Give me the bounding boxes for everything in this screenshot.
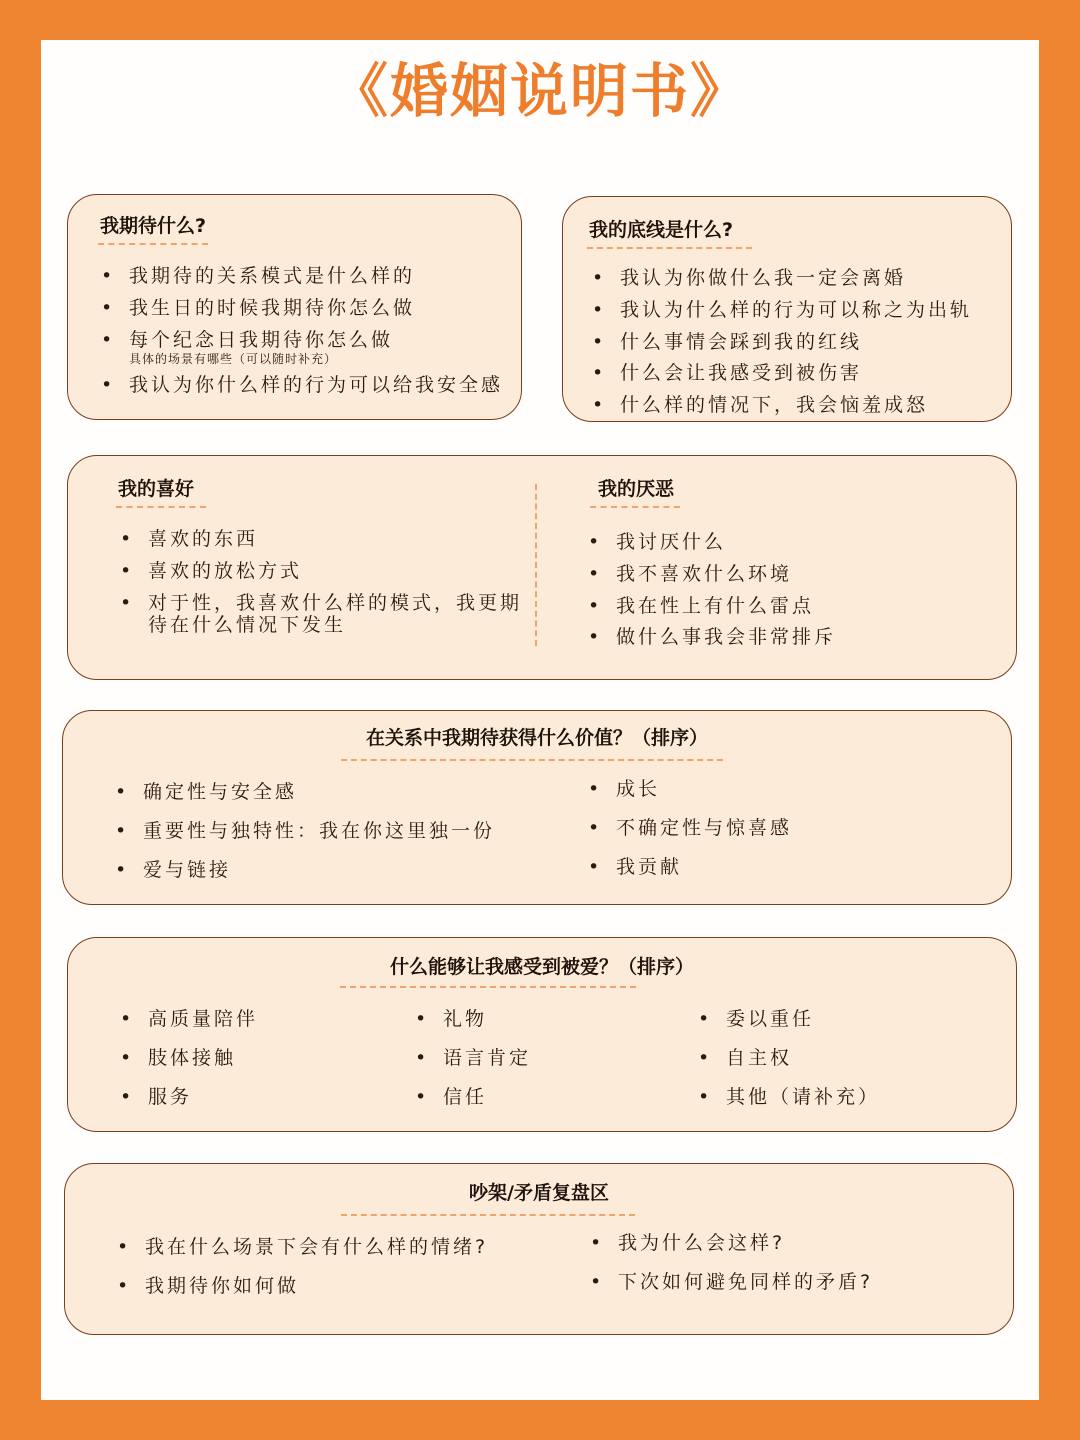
heading-underline (341, 1214, 635, 1216)
list-item: • 我认为什么样的行为可以称之为出轨 (592, 299, 972, 322)
expect-heading: 我期待什么? (100, 215, 207, 237)
review-right-list (590, 1232, 873, 1294)
list-item: • 信任 (415, 1086, 531, 1109)
expect-list (101, 265, 503, 397)
list-item: • 我期待你如何做 (117, 1275, 488, 1298)
list-item: • 我认为你什么样的行为可以给我安全感 (101, 374, 503, 397)
list-item: • 喜欢的放松方式 (120, 560, 522, 583)
list-item (120, 592, 522, 638)
list-item: • 其他（请补充） (698, 1086, 880, 1109)
list-item: • 委以重任 (698, 1008, 880, 1031)
list-item: • 什么会让我感受到被伤害 (592, 362, 972, 385)
expect-card (67, 194, 522, 420)
likes-dislikes-card (67, 455, 1017, 680)
page-title: 《婚姻说明书》 (329, 57, 750, 125)
values-card (62, 710, 1012, 905)
list-item: • 不确定性与惊喜感 (588, 817, 792, 840)
list-item: • 我为什么会这样? (590, 1232, 873, 1255)
review-left-list (117, 1236, 488, 1298)
bottom-line-list (592, 267, 972, 417)
list-item: • 爱与链接 (115, 859, 495, 882)
list-item: • 语言肯定 (415, 1047, 531, 1070)
likes-heading: 我的喜好 (118, 478, 195, 500)
list-item: • 重要性与独特性：我在你这里独一份 (115, 820, 495, 843)
loved-col2-list (415, 1008, 531, 1108)
heading-underline (98, 243, 208, 245)
list-item: • 成长 (588, 778, 792, 801)
likes-list (120, 528, 522, 637)
dislikes-heading: 我的厌恶 (598, 478, 675, 500)
list-item (101, 329, 503, 367)
values-left-list (115, 781, 495, 881)
bottom-line-card (562, 196, 1012, 422)
values-heading: 在关系中我期待获得什么价值？（排序） (365, 727, 708, 749)
heading-underline (116, 506, 206, 508)
list-item-text: 对于性，我喜欢什么样的模式，我更期 (148, 591, 523, 614)
list-item: • 高质量陪伴 (120, 1008, 258, 1031)
list-item: • 我认为你做什么我一定会离婚 (592, 267, 972, 290)
list-item: • 我在什么场景下会有什么样的情绪? (117, 1236, 488, 1259)
heading-underline (340, 986, 636, 988)
review-heading: 吵架/矛盾复盘区 (469, 1182, 609, 1204)
list-item: • 我在性上有什么雷点 (588, 595, 836, 618)
list-item: • 我讨厌什么 (588, 531, 836, 554)
list-item-note: 具体的场景有哪些（可以随时补充） (129, 352, 338, 367)
heading-underline (341, 759, 723, 761)
loved-card (67, 937, 1017, 1132)
list-item: • 什么样的情况下，我会恼羞成怒 (592, 394, 972, 417)
loved-col1-list (120, 1008, 258, 1108)
list-item-continuation: 待在什么情况下发生 (148, 614, 347, 637)
values-right-list (588, 778, 792, 878)
list-item: • 做什么事我会非常排斥 (588, 626, 836, 649)
dislikes-list (588, 531, 836, 649)
loved-heading: 什么能够让我感受到被爱？（排序） (389, 956, 694, 978)
list-item: • 服务 (120, 1086, 258, 1109)
review-card (64, 1163, 1014, 1335)
list-item: • 礼物 (415, 1008, 531, 1031)
bottom-line-heading: 我的底线是什么? (589, 219, 734, 241)
list-item: • 什么事情会踩到我的红线 (592, 331, 972, 354)
list-item: • 肢体接触 (120, 1047, 258, 1070)
heading-underline (590, 506, 680, 508)
list-item: • 下次如何避免同样的矛盾? (590, 1271, 873, 1294)
list-item: • 喜欢的东西 (120, 528, 522, 551)
list-item: • 我生日的时候我期待你怎么做 (101, 297, 503, 320)
list-item: • 确定性与安全感 (115, 781, 495, 804)
loved-col3-list (698, 1008, 880, 1108)
list-item: • 我期待的关系模式是什么样的 (101, 265, 503, 288)
heading-underline (587, 247, 752, 249)
list-item: • 自主权 (698, 1047, 880, 1070)
vertical-divider (535, 484, 537, 646)
list-item-text: 每个纪念日我期待你怎么做 (129, 328, 394, 351)
list-item: • 我不喜欢什么环境 (588, 563, 836, 586)
list-item: • 我贡献 (588, 856, 792, 879)
